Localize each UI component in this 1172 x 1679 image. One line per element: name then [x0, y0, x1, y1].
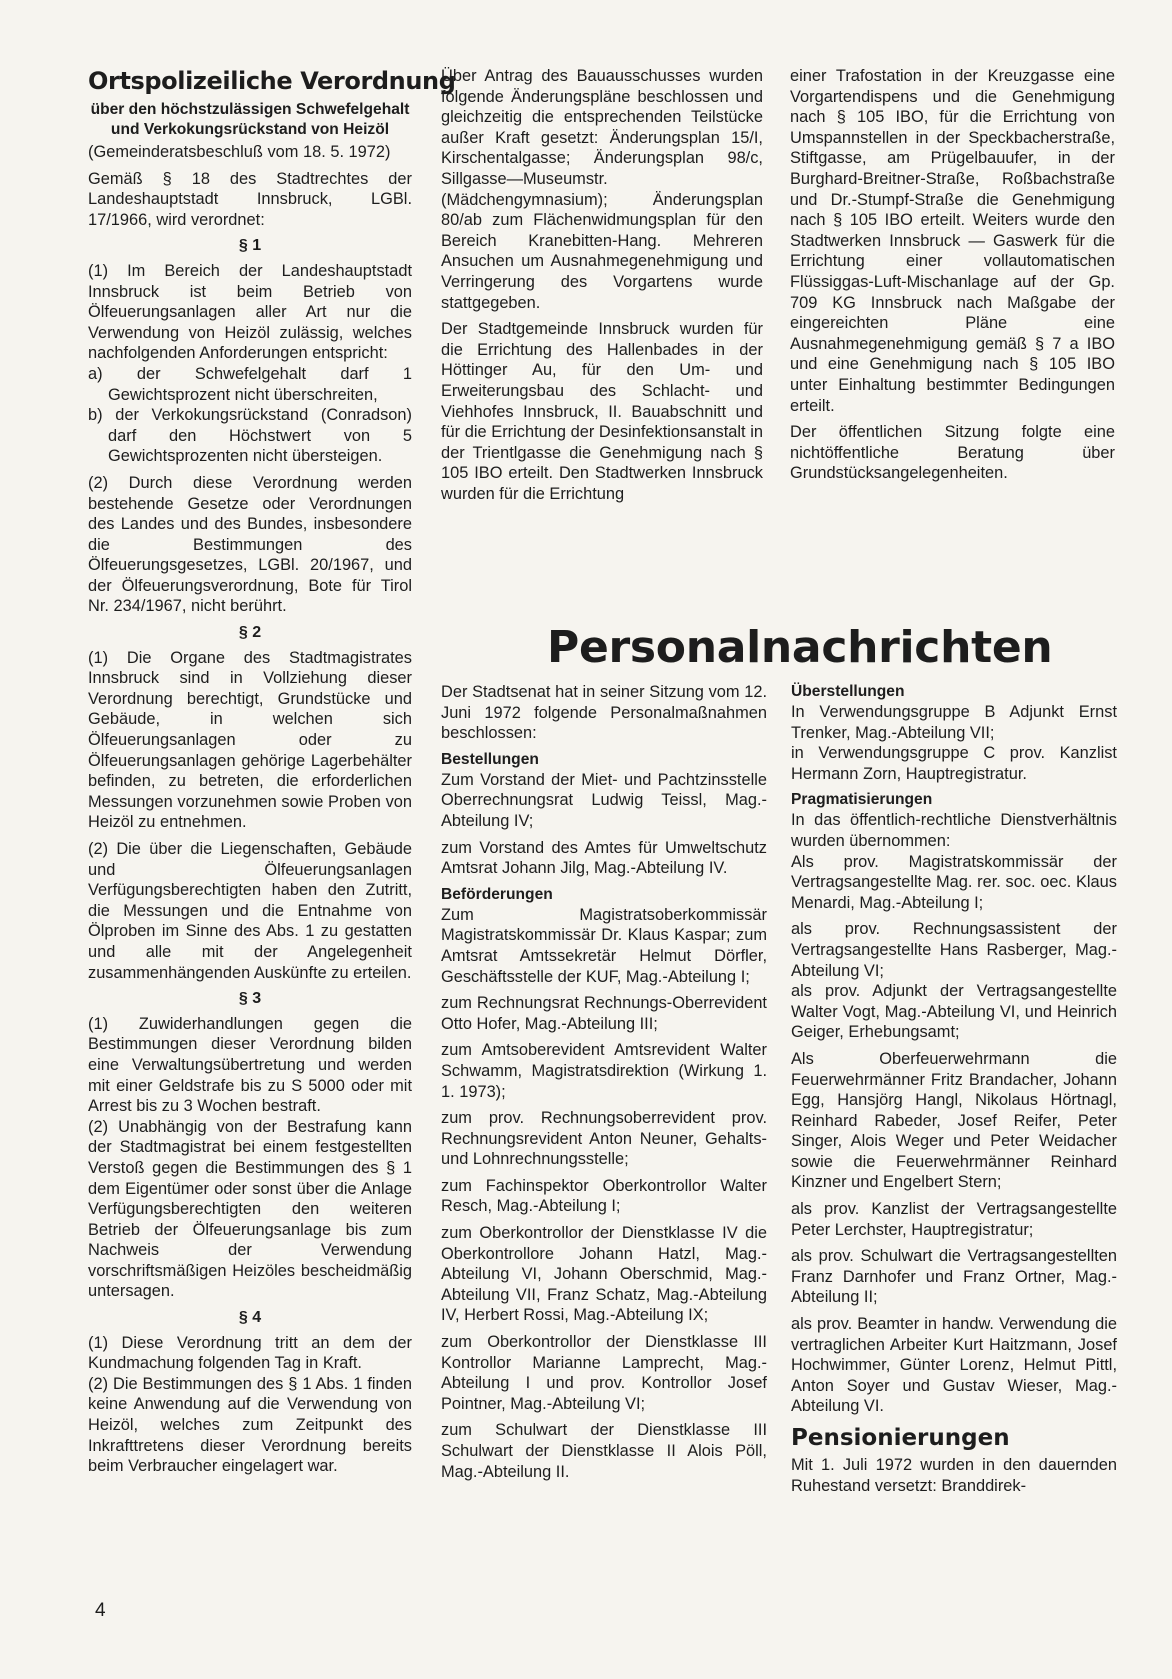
- pragmatisierung-item: als prov. Kanzlist der Vertragsangestellte Peter Lerchster, Hauptregistratur;: [791, 1200, 1117, 1239]
- section-1-item-b: b) der Verkokungsrückstand (Conradson) darf den Höchstwert von 5 Gewichtsprozenten nicht übersteigen.: [88, 406, 412, 466]
- ueberstellung-item: In Verwendungsgruppe B Adjunkt Ernst Trenker, Mag.-Abteilung VII;: [791, 703, 1117, 742]
- section-1-para-1: (1) Im Bereich der Landeshauptstadt Innsbruck ist beim Betrieb von Ölfeuerungsanlagen aller Art nur die Verwendung von Heizöl zulässig, welches nachfolgenden Anforderungen entspricht:: [88, 261, 412, 363]
- section-1-heading: § 1: [238, 237, 262, 255]
- befoerderung-item: Zum Magistratsoberkommissär Magistratskommissär Dr. Klaus Kaspar; zum Amtsrat Amtssekretär Helmut Dörfler, Geschäftsstelle der KUF, Mag.-Abteilung I;: [441, 905, 767, 986]
- befoerderung-item: zum Fachinspektor Oberkontrollor Walter Resch, Mag.-Abteilung I;: [441, 1176, 767, 1216]
- article-subtitle: über den höchstzulässigen Schwefelgehalt und Verkokungsrückstand von Heizöl: [90, 101, 410, 138]
- pragmatisierung-item: Als prov. Magistratskommissär der Vertragsangestellte Mag. rer. soc. oec. Klaus Menardi, Mag.-Abteilung I;: [791, 852, 1117, 912]
- pragmatisierung-item: als prov. Rechnungsassistent der Vertragsangestellte Hans Rasberger, Mag.-Abteilung VI;: [791, 920, 1117, 980]
- page-number: 4: [95, 1600, 106, 1621]
- pragmatisierung-intro: In das öffentlich-rechtliche Dienstverhältnis wurden übernommen:: [791, 811, 1117, 850]
- intro-paragraph: Gemäß § 18 des Stadtrechtes der Landeshauptstadt Innsbruck, LGBl. 17/1966, wird verordnet:: [88, 169, 412, 229]
- bestellung-item: Zum Vorstand der Miet- und Pachtzinsstelle Oberrechnungsrat Ludwig Teissl, Mag.-Abteilung IV;: [441, 770, 767, 830]
- befoerderung-item: zum Amtsoberevident Amtsrevident Walter Schwamm, Magistratsdirektion (Wirkung 1. 1. 1973);: [441, 1041, 767, 1101]
- personal-column-left: [441, 682, 767, 1562]
- befoerderungen-heading: Beförderungen: [441, 885, 553, 903]
- befoerderung-item: zum Oberkontrollor der Dienstklasse IV die Oberkontrollore Johann Hatzl, Mag.-Abteilung VI, Johann Oberschmid, Mag.-Abteilung VII, Franz Schatz, Mag.-Abteilung IV, Herbert Rossi, Mag.-Abteilung IX;: [441, 1224, 767, 1325]
- section-2-para-2: (2) Die über die Liegenschaften, Gebäude und Ölfeuerungsanlagen Verfügungsberechtigten haben den Zutritt, die Messungen und die Entnahme von Ölproben im Sinne des Abs. 1 zu gestatten und alle mit der Angelegenheit zusammenhängenden Auskünfte zu erteilen.: [88, 840, 412, 982]
- bauausschuss-para-2: Der Stadtgemeinde Innsbruck wurden für die Errichtung des Hallenbades in der Höttinger Au, für den Um- und Erweiterungsbau des Schlacht- und Viehhofes Innsbruck, II. Bauabschnitt und für die Errichtung der Desinfektionsanstalt in der Trientlgasse die Genehmigung nach § 105 IBO erteilt. Den Stadtwerken Innsbruck wurden für die Errichtung: [441, 320, 763, 503]
- stadtwerke-para-1: einer Trafostation in der Kreuzgasse eine Vorgartendispens und die Genehmigung nach § 105 IBO, für die Errichtung von Umspannstellen in der Speckbacherstraße, Stiftgasse, am Prügelbauufer, in der Burghard-Breitner-Straße, Roßbachstraße und Dr.-Stumpf-Straße die Genehmigung nach § 105 IBO erteilt. Weiters wurde den Stadtwerken Innsbruck — Gaswerk für die Errichtung einer vollautomatischen Flüssiggas-Luft-Mischanlage auf der Gp. 709 KG Innsbruck nach Maßgabe der eingereichten Pläne eine Ausnahmegenehmigung gemäß § 7 a IBO und eine Genehmigung nach § 105 IBO unter Einhaltung bestimmter Bedingungen erteilt.: [790, 67, 1115, 415]
- personal-intro: Der Stadtsenat hat in seiner Sitzung vom 12. Juni 1972 folgende Personalmaßnahmen beschlossen:: [441, 683, 767, 743]
- pragmatisierung-item: als prov. Beamter in handw. Verwendung die vertraglichen Arbeiter Kurt Haitzmann, Josef Hochwimmer, Günter Lorenz, Helmut Pittl, Anton Soyer und Gustav Wieser, Mag.-Abteilung VI.: [791, 1315, 1117, 1416]
- section-1-para-2: (2) Durch diese Verordnung werden bestehende Gesetze oder Verordnungen des Landes und des Bundes, insbesondere die Bestimmungen des Ölfeuerungsgesetzes, LGBl. 20/1967, und der Ölfeuerungsverordnung, Bote für Tirol Nr. 234/1967, nicht berührt.: [88, 473, 412, 616]
- article-verordnung: [88, 66, 456, 1596]
- article-title: Ortspolizeiliche Verordnung: [88, 67, 456, 95]
- ueberstellung-item: in Verwendungsgruppe C prov. Kanzlist Hermann Zorn, Hauptregistratur.: [791, 744, 1117, 783]
- section-3-heading: § 3: [238, 990, 262, 1008]
- stadtwerke-para-2: Der öffentlichen Sitzung folgte eine nichtöffentliche Beratung über Grundstücksangelegenheiten.: [790, 423, 1115, 483]
- pragmatisierung-item: Als Oberfeuerwehrmann die Feuerwehrmänner Fritz Brandacher, Johann Egg, Hansjörg Hangl, Nikolaus Hörtnagl, Reinhard Rabeder, Josef Reifer, Peter Singer, Alois Weger und Peter Weidacher sowie die Feuerwehrmänner Reinhard Kinzner und Engelbert Stern;: [791, 1049, 1117, 1192]
- pragmatisierung-item: als prov. Schulwart die Vertragsangestellten Franz Darnhofer und Franz Ortner, Mag.-Abteilung II;: [791, 1247, 1117, 1307]
- personalnachrichten-heading: Personalnachrichten: [547, 622, 1053, 673]
- befoerderung-item: zum Schulwart der Dienstklasse III Schulwart der Dienstklasse II Alois Pöll, Mag.-Abteilung II.: [441, 1421, 767, 1481]
- section-4-para-2: (2) Die Bestimmungen des § 1 Abs. 1 finden keine Anwendung auf die Verwendung von Heizöl, welches zum Zeitpunkt des Inkrafttretens dieser Verordnung bereits beim Verbraucher eingelagert war.: [88, 1374, 412, 1476]
- section-2-heading: § 2: [238, 624, 262, 642]
- bestellungen-heading: Bestellungen: [441, 750, 539, 768]
- pragmatisierung-item: als prov. Adjunkt der Vertragsangestellte Walter Vogt, Mag.-Abteilung VI, und Heinrich Geiger, Erhebungsamt;: [791, 982, 1117, 1042]
- bauausschuss-para-1: Über Antrag des Bauausschusses wurden folgende Änderungspläne beschlossen und gleichzeitig die entsprechenden Teilstücke außer Kraft gesetzt: Änderungsplan 15/I, Kirschentalgasse; Änderungsplan 98/c, Sillgasse—Museumstr. (Mädchengymnasium); Änderungsplan 80/ab zum Flächenwidmungsplan für den Bereich Kranebitten-Hang. Mehreren Ansuchen um Ausnahmegenehmigung und Verringerung des Vorgartens wurde stattgegeben.: [441, 67, 763, 312]
- bestellung-item: zum Vorstand des Amtes für Umweltschutz Amtsrat Johann Jilg, Mag.-Abteilung IV.: [441, 838, 767, 878]
- befoerderung-item: zum Rechnungsrat Rechnungs-Oberrevident Otto Hofer, Mag.-Abteilung III;: [441, 994, 767, 1033]
- section-2-para-1: (1) Die Organe des Stadtmagistrates Innsbruck sind in Vollziehung dieser Verordnung berechtigt, Grundstücke und Gebäude, in welchen sich Ölfeuerungsanlagen oder zu Ölfeuerungsanlagen gehörige Lagerbehälter befinden, zu betreten, die erforderlichen Messungen vorzunehmen sowie Proben von Heizöl zu entnehmen.: [88, 648, 412, 832]
- befoerderung-item: zum prov. Rechnungsoberrevident prov. Rechnungsrevident Anton Neuner, Gehalts- und Lohnrechnungsstelle;: [441, 1109, 767, 1169]
- befoerderung-item: zum Oberkontrollor der Dienstklasse III Kontrollor Marianne Lamprecht, Mag.-Abteilung I und prov. Kontrollor Josef Pointner, Mag.-Abteilung VI;: [441, 1333, 767, 1413]
- decision-note: (Gemeinderatsbeschluß vom 18. 5. 1972): [88, 143, 391, 161]
- section-4-para-1: (1) Diese Verordnung tritt an dem der Kundmachung folgenden Tag in Kraft.: [88, 1333, 412, 1373]
- ueberstellungen-heading: Überstellungen: [791, 683, 905, 700]
- section-4-heading: § 4: [238, 1309, 262, 1327]
- pensionierung-item: Mit 1. Juli 1972 wurden in den dauernden Ruhestand versetzt: Branddirek-: [791, 1456, 1117, 1495]
- pragmatisierungen-heading: Pragmatisierungen: [791, 791, 933, 809]
- article-stadtwerke: [790, 66, 1115, 606]
- pensionierungen-heading: Pensionierungen: [791, 1425, 1010, 1451]
- section-3-para-2: (2) Unabhängig von der Bestrafung kann der Stadtmagistrat bei einem festgestellten Verstoß gegen die Bestimmungen des § 1 dem Eigentümer oder sonst über die Anlage Verfügungsberechtigten den weiteren Betrieb der Ölfeuerungsanlage bis zum Nachweis der Verwendung vorschriftsmäßigen Heizöles bescheidmäßig untersagen.: [88, 1117, 412, 1301]
- section-1-item-a: a) der Schwefelgehalt darf 1 Gewichtsprozent nicht überschreiten,: [88, 364, 412, 404]
- article-bauausschuss: [441, 66, 763, 606]
- personal-column-right: [791, 682, 1117, 1562]
- section-3-para-1: (1) Zuwiderhandlungen gegen die Bestimmungen dieser Verordnung bilden eine Verwaltungsübertretung und werden mit einer Geldstrafe bis zu S 5000 oder mit Arrest bis zu 3 Wochen bestraft.: [88, 1014, 412, 1116]
